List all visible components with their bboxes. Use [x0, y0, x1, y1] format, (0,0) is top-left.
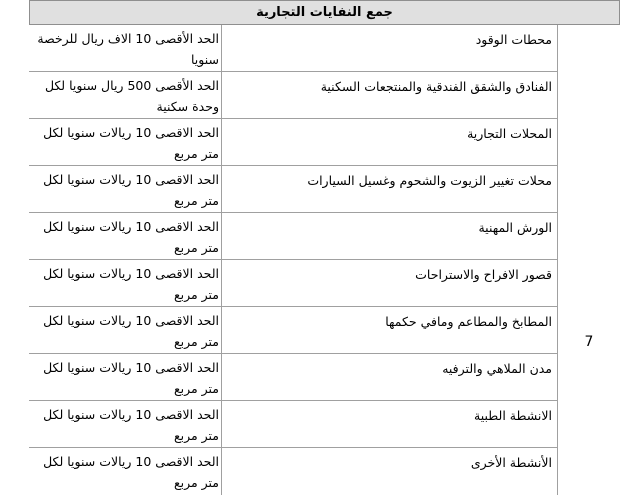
- activity-name: محلات تغيير الزيوت والشحوم وغسيل السيارات: [307, 173, 552, 188]
- table-title: جمع النفايات التجارية: [256, 5, 393, 20]
- column-divider: [221, 25, 222, 495]
- fee-description: الحد الاقصى 10 ريالات سنويا لكل متر مربع: [43, 313, 219, 349]
- table-row: [29, 213, 557, 260]
- activity-name: الانشطة الطبية: [474, 408, 552, 423]
- fee-description: الحد الاقصى 10 ريالات سنويا لكل متر مربع: [43, 266, 219, 302]
- table-row: [29, 119, 557, 166]
- activity-name: الفنادق والشقق الفندقية والمنتجعات السكنية: [320, 79, 552, 94]
- table-row: [29, 401, 557, 448]
- activity-name: الأنشطة الأخرى: [470, 455, 552, 470]
- fee-description: الحد الاقصى 10 ريالات سنويا لكل متر مربع: [43, 454, 219, 490]
- table-body: [29, 25, 557, 495]
- activity-name: مدن الملاهي والترفيه: [442, 361, 552, 376]
- table-row: [29, 72, 557, 119]
- fee-description: الحد الاقصى 10 ريالات سنويا لكل متر مربع: [43, 219, 219, 255]
- table-row: [29, 354, 557, 401]
- activity-name: المطابخ والمطاعم ومافي حكمها: [385, 314, 552, 329]
- fee-description: الحد الاقصى 10 ريالات سنويا لكل متر مربع: [43, 172, 219, 208]
- table-row: [29, 25, 557, 72]
- fee-description: الحد الأقصى 500 ريال سنويا لكل وحدة سكنية: [44, 78, 219, 114]
- fee-description: الحد الاقصى 10 ريالات سنويا لكل متر مربع: [43, 407, 219, 443]
- table-row: [29, 260, 557, 307]
- table-row: [29, 448, 557, 495]
- table-row: [29, 166, 557, 213]
- activity-name: محطات الوقود: [475, 32, 552, 47]
- fee-description: الحد الاقصى 10 ريالات سنويا لكل متر مربع: [43, 360, 219, 396]
- table-header: [29, 0, 620, 25]
- activity-name: قصور الافراح والاستراحات: [415, 267, 552, 282]
- fee-description: الحد الاقصى 10 ريالات سنويا لكل متر مربع: [43, 125, 219, 161]
- table-row: [29, 307, 557, 354]
- fee-description: الحد الأقصى 10 الاف ريال للرخصة سنويا: [37, 31, 219, 67]
- column-divider: [557, 25, 558, 495]
- activity-name: المحلات التجارية: [467, 126, 552, 141]
- section-number: 7: [584, 334, 594, 350]
- activity-name: الورش المهنية: [478, 220, 552, 235]
